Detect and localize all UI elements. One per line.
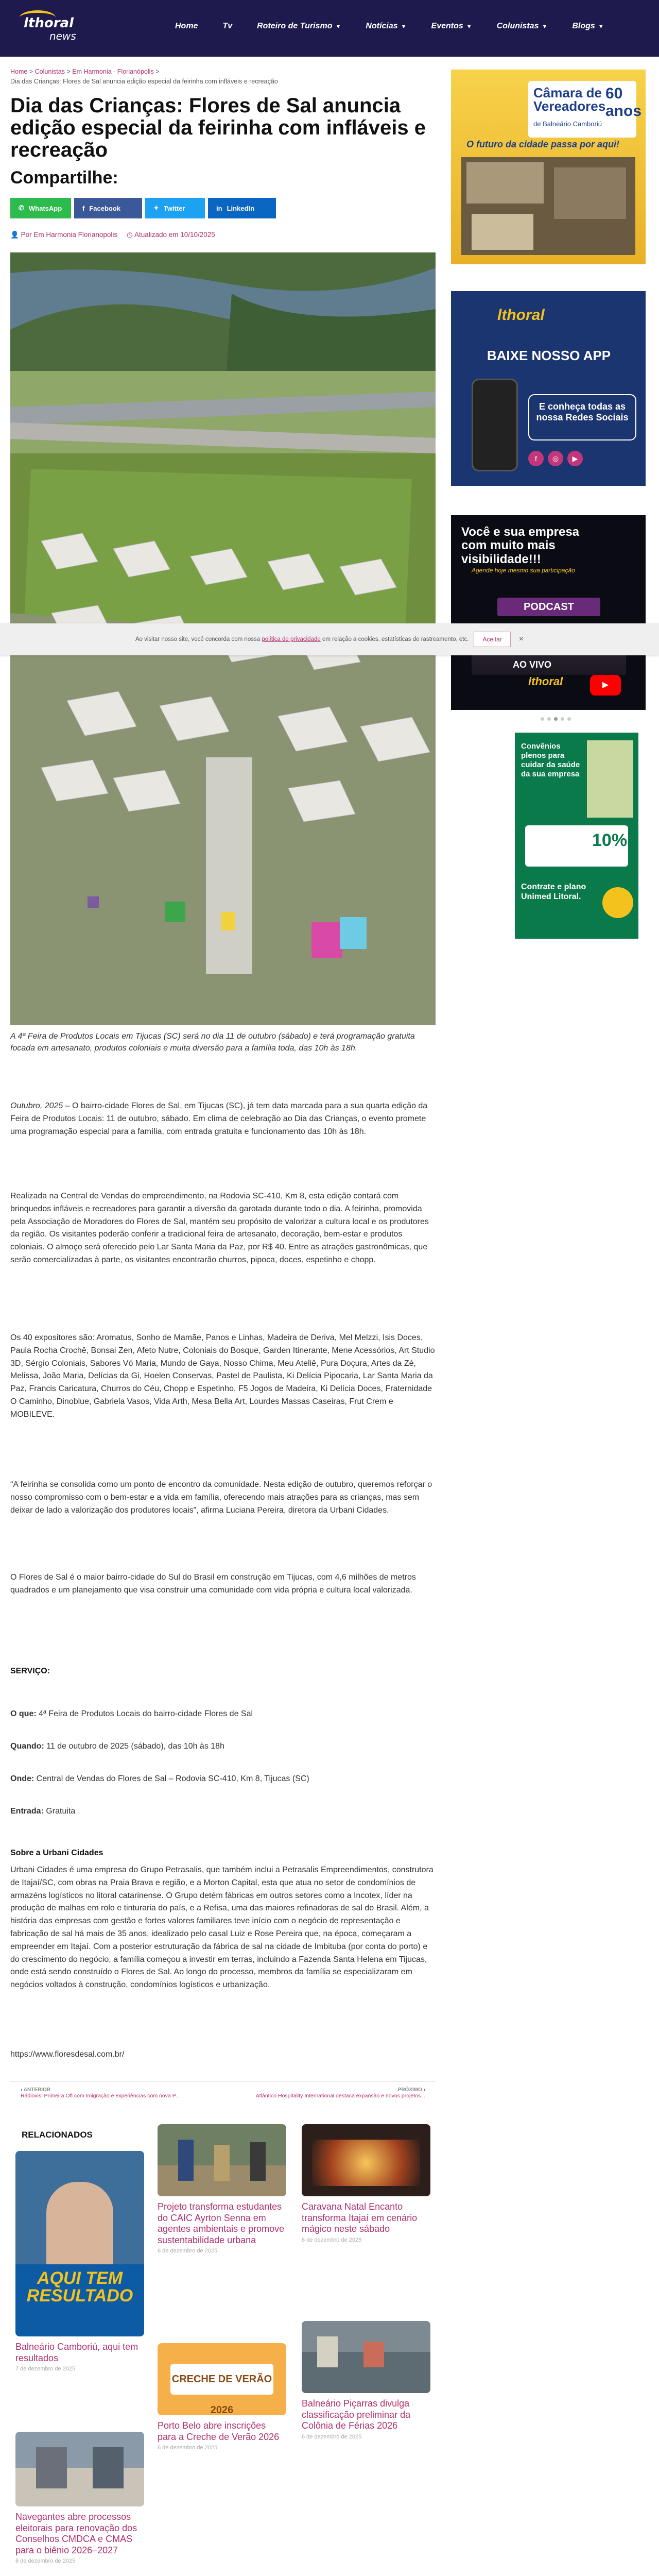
nav-blogs[interactable]: Blogs ▼ — [572, 22, 604, 30]
chevron-right-icon: › — [422, 2087, 425, 2093]
article-meta — [10, 231, 215, 239]
servico-quando: Quando: 11 de outubro de 2025 (sábado), das 10h às 18h — [10, 1742, 224, 1751]
sobre-heading: Sobre a Urbani Cidades — [10, 1849, 103, 1857]
chevron-down-icon: ▼ — [542, 24, 548, 30]
prev-post-title: Rádiovisi Primeira Ofl com Imigração e experiências com nova P... — [21, 2093, 180, 2099]
related-card[interactable] — [15, 2432, 144, 2564]
breadcrumb-separator: > — [155, 68, 160, 75]
paragraph-4: “A feirinha se consolida como um ponto de encontro da comunidade. Nesta edição de outubro, queremos reforçar o nosso compromisso com o bem-estar e a vida em família, oferecendo mais atrações para as crianças, mas sem deixar de lado a valorização dos produtores locais”, afirma Luciana Pereira, diretora da Urbani Cidades. — [10, 1480, 432, 1515]
ad-podcast-text: Você e sua empresa com muito mais visibilidade!!! — [461, 525, 580, 566]
ad-unimed-text: Convênios plenos para cuidar da saúde da sua empresa — [521, 742, 580, 778]
related-date: 6 de dezembro de 2025 — [302, 2433, 362, 2440]
ad-camara-title: Câmara de Vereadores — [533, 85, 606, 114]
paragraph-3: Os 40 expositores são: Aromatus, Sonho de Mamãe, Panos e Linhas, Madeira de Deriva, Mel Melzzi, Isis Doces, Paula Rocha Crochê, Bonsai Zen, Afeto Nutre, Coloniais do Bosque, Garden Itinerante, Mene Acessórios, Art Studio 3D, Sérgio Coloniais, Sabores Vó Maria, Mundo de Gaya, Nosso Chima, Meu Ateliê, Pura Doçura, Artes da Zé, Melissa, João Maria, Delícias da Gi, Hoelen Conservas, Pastel de Paulista, Ki Delícia Pipocaria, Lar Santa Maria da Paz, Francis Caricatura, Churros do Céu, Chopp e Espetinho, F5 Jogos de Madeira, Ki Delícia Doces, Fraternidade O Caminho, Dinoblue, Gabriela Vasos, Vida Arth, Mesa Bella Art, Lourdes Massas Caseiras, Frut Crem e MOBILEVE. — [10, 1333, 435, 1419]
breadcrumb-category[interactable]: Em Harmonia - Florianópolis — [72, 68, 154, 75]
chevron-down-icon: ▼ — [466, 24, 472, 30]
related-card[interactable] — [15, 2151, 144, 2372]
author-link[interactable]: 👤 Por Em Harmonia Florianopolis — [10, 231, 118, 239]
related-image — [15, 2432, 144, 2506]
site-logo[interactable] — [20, 10, 102, 46]
ad-app-logo: lthoral — [497, 307, 545, 324]
chevron-left-icon: ‹ — [21, 2087, 24, 2093]
external-link[interactable]: https://www.floresdesal.com.br/ — [10, 2050, 125, 2059]
ad-unimed-discount: 10% — [592, 831, 628, 850]
paragraph-date: Outubro, 2025 — [10, 1101, 63, 1110]
related-image — [158, 2124, 286, 2196]
related-heading: RELACIONADOS — [22, 2130, 93, 2140]
facebook-icon: f — [82, 204, 85, 212]
carousel-dot[interactable] — [541, 717, 544, 721]
related-date: 6 de dezembro de 2025 — [158, 2248, 218, 2255]
breadcrumb-separator: > — [66, 68, 71, 75]
servico-heading: SERVIÇO: — [10, 1667, 50, 1675]
cookie-banner — [0, 623, 659, 655]
related-date: 6 de dezembro de 2025 — [15, 2558, 76, 2565]
related-image — [302, 2124, 430, 2196]
page-title: Dia das Crianças: Flores de Sal anuncia edição especial da feirinha com infláveis e recreação — [10, 94, 426, 162]
chevron-down-icon: ▼ — [598, 24, 604, 30]
related-title: Caravana Natal Encanto transforma Itajaí em cenário mágico neste sábado — [302, 2201, 418, 2234]
breadcrumb-current: Dia das Crianças: Flores de Sal anuncia edição especial da feirinha com infláveis e recreação — [10, 78, 278, 85]
ad-camara-tagline: O futuro da cidade passa por aqui! — [466, 139, 620, 149]
related-title: Navegantes abre processos eleitorais para renovação dos Conselhos CMDCA e CMAS para o biênio 2026–2027 — [15, 2512, 137, 2555]
close-icon[interactable]: × — [518, 635, 524, 643]
privacy-policy-link[interactable]: política de privacidade — [262, 636, 321, 642]
youtube-icon: ▶ — [590, 675, 621, 696]
prev-post-link[interactable]: ‹ ANTERIOR Rádiovisi Primeira Ofl com Imigração e experiências com nova P... — [21, 2087, 216, 2099]
related-image — [158, 2343, 286, 2415]
paragraph-5: O Flores de Sal é o maior bairro-cidade do Sul do Brasil em construção em Tijucas, com 4,6 milhões de metros quadrados e um planejamento que visa construir uma comunidade com vida própria e cultura local valorizada. — [10, 1573, 416, 1595]
image-caption: A 4ª Feira de Produtos Locais em Tijucas (SC) será no dia 11 de outubro (sábado) e terá programação gratuita focada em artesanato, produtos coloniais e muita diversão para a família toda, das 10h às 18h. — [10, 1032, 415, 1053]
related-card[interactable] — [158, 2343, 286, 2451]
youtube-icon: ▶ — [567, 451, 583, 466]
related-card[interactable] — [302, 2124, 430, 2243]
ad-app-heading: BAIXE NOSSO APP — [487, 348, 611, 363]
related-image — [15, 2151, 144, 2336]
ad-podcast-sub: Agende hoje mesmo sua participação — [472, 567, 575, 574]
related-title: Projeto transforma estudantes do CAIC Ayrton Senna em agentes ambientais e promove sustentabilidade urbana — [158, 2201, 285, 2245]
related-card[interactable] — [158, 2124, 286, 2254]
ad-podcast-badge: PODCAST — [497, 598, 600, 616]
carousel-dots — [541, 717, 571, 721]
updated-date: ◷ Atualizado em 10/10/2025 — [127, 231, 215, 239]
nav-home[interactable]: Home — [175, 22, 198, 30]
ad-camara-years: 60 anos — [605, 85, 642, 120]
main-nav — [175, 22, 629, 31]
post-navigation — [10, 2081, 436, 2110]
servico-entrada: Entrada: Gratuita — [10, 1807, 76, 1816]
paragraph-2: Realizada na Central de Vendas do empreendimento, na Rodovia SC-410, Km 8, esta edição contará com brinquedos infláveis e recreadores para garantir a diversão da garotada durante todo o dia. A feirinha, promovida pela Associação de Moradores do Flores de Sal, mantém seu propósito de valorizar a cultura local e os produtores da região. Os visitantes poderão conferir a tradicional feira de artesanato, decoração, bem-estar e produtos coloniais. O almoço será oferecido pelo Lar Santa Maria da Paz, por R$ 40. Entre as atrações gastronômicas, que serão comercializadas à parte, os visitantes encontrarão churros, pipoca, doces, espetinho e chopp. — [10, 1192, 429, 1264]
cookie-text: Ao visitar nosso site, você concorda com nossa política de privacidade em relação a cookies, estatísticas de rastreamento, etc. — [135, 636, 469, 642]
related-date: 7 de dezembro de 2025 — [15, 2366, 76, 2372]
carousel-dot[interactable] — [561, 717, 564, 721]
nav-noticias[interactable]: Notícias ▼ — [366, 22, 407, 30]
logo-sub: news — [49, 30, 76, 42]
logo-main: lthoral — [24, 15, 74, 31]
nav-roteiro[interactable]: Roteiro de Turismo ▼ — [257, 22, 341, 30]
share-whatsapp-button[interactable]: ✆ WhatsApp — [10, 198, 71, 218]
accept-cookies-button[interactable]: Aceitar — [474, 632, 510, 647]
related-card[interactable] — [302, 2321, 430, 2440]
share-facebook-button[interactable]: f Facebook — [74, 198, 142, 218]
chevron-down-icon: ▼ — [335, 24, 341, 30]
instagram-icon: ◎ — [548, 451, 563, 466]
ad-app-text: E conheça todas as nossa Redes Sociais — [528, 394, 636, 440]
twitter-icon: ✦ — [153, 204, 159, 212]
whatsapp-icon: ✆ — [19, 204, 24, 212]
nav-tv[interactable]: Tv — [222, 22, 233, 30]
share-linkedin-button[interactable]: in LinkedIn — [208, 198, 276, 218]
breadcrumb-separator: > — [29, 68, 33, 75]
banner-text: AQUI TEM RESULTADO — [26, 2268, 133, 2306]
next-post-title: Atlântico Hospitality International destaca expansão e novos projetos... — [255, 2093, 425, 2099]
ad-podcast-live: AO VIVO — [513, 659, 552, 670]
breadcrumb — [10, 68, 159, 75]
sobre-text: Urbani Cidades é uma empresa do Grupo Petrasalis, que também inclui a Petrasalis Empreendimentos, construtora de Itajaí/SC, com obras na Praia Brava e região, e a Morton Capital, esta que atua no setor de condomínios de armazéns logísticos no litoral catarinense. O Grupo detém fábricas em outros setores como a Incotex, líder na produção de malhas em rolo e tinturaria do país, e a Refisa, uma das maiores refinadoras de sal do Brasil. Além, a história das empresas com gestão e fortes valores familiares teve início com o negócio de representação e fabricação de sal há mais de 35 anos, idealizado pelo casal Luiz e Rose Pereira que, na época, começaram a empreender em Itajaí. Com a posterior estruturação da fábrica de sal na cidade de Imbituba (por conta do porto) e do crescimento do negócio, a família começou a investir em terras, incluindo a Fazenda Santa Helena em Tijucas, onde está sendo construído o Flores de Sal. Ao longo do processo, membros da família se especializaram em negócios voltados à construção, condomínios logísticos e urbanização. — [10, 1866, 433, 1990]
ad-camara[interactable] — [451, 70, 646, 264]
related-date: 6 de dezembro de 2025 — [302, 2236, 362, 2243]
carousel-dot[interactable] — [547, 717, 551, 721]
creche-banner-text: CRECHE DE VERÃO 2026 — [170, 2364, 273, 2395]
share-heading: Compartilhe: — [10, 168, 118, 188]
carousel-dot[interactable] — [567, 717, 571, 721]
related-title: Porto Belo abre inscrições para a Creche de Verão 2026 — [158, 2420, 280, 2442]
breadcrumb-colunistas[interactable]: Colunistas — [34, 68, 65, 75]
nav-colunistas[interactable]: Colunistas ▼ — [496, 22, 548, 30]
servico-onde: Onde: Central de Vendas do Flores de Sal – Rodovia SC-410, Km 8, Tijucas (SC) — [10, 1774, 309, 1783]
social-icons — [528, 451, 583, 466]
paragraph-text: – O bairro-cidade Flores de Sal, em Tijucas (SC), já tem data marcada para a sua quarta edição da Feira de Produtos Locais: 11 de outubro, sábado. Em clima de celebração ao Dia das Crianças, o evento promete uma programação especial para a família, com entrada gratuita e funcionamento das 10h às 18h. — [10, 1101, 428, 1136]
facebook-icon: f — [528, 451, 544, 466]
paragraph-1 — [10, 1100, 436, 1138]
related-image — [302, 2321, 430, 2393]
ad-podcast[interactable] — [451, 515, 646, 710]
related-title: Balneário Camboriú, aqui tem resultados — [15, 2342, 138, 2363]
user-icon: 👤 — [10, 231, 21, 239]
nav-eventos[interactable]: Eventos ▼ — [431, 22, 472, 30]
related-date: 6 de dezembro de 2025 — [158, 2445, 218, 2451]
ad-app[interactable] — [451, 291, 646, 486]
ad-podcast-logo: lthoral — [528, 675, 563, 688]
share-bar — [10, 198, 276, 218]
related-title: Balneário Piçarras divulga classificação preliminar da Colônia de Férias 2026 — [302, 2398, 411, 2431]
clock-icon: ◷ — [127, 231, 134, 239]
chevron-down-icon: ▼ — [401, 24, 407, 30]
breadcrumb-home[interactable]: Home — [10, 68, 28, 75]
linkedin-icon: in — [216, 204, 222, 212]
servico-o-que: O que: 4ª Feira de Produtos Locais do bairro-cidade Flores de Sal — [10, 1709, 253, 1718]
next-post-link[interactable]: PRÓXIMO › Atlântico Hospitality International destaca expansão e novos projetos... — [230, 2087, 425, 2099]
carousel-dot[interactable] — [554, 717, 558, 721]
ad-unimed-cta: Contrate e plano Unimed Litoral. — [521, 883, 586, 902]
ad-unimed[interactable] — [515, 733, 638, 939]
site-header — [0, 0, 659, 57]
ad-camara-sub: de Balneário Camboriú — [533, 120, 602, 128]
share-twitter-button[interactable]: ✦ Twitter — [145, 198, 205, 218]
